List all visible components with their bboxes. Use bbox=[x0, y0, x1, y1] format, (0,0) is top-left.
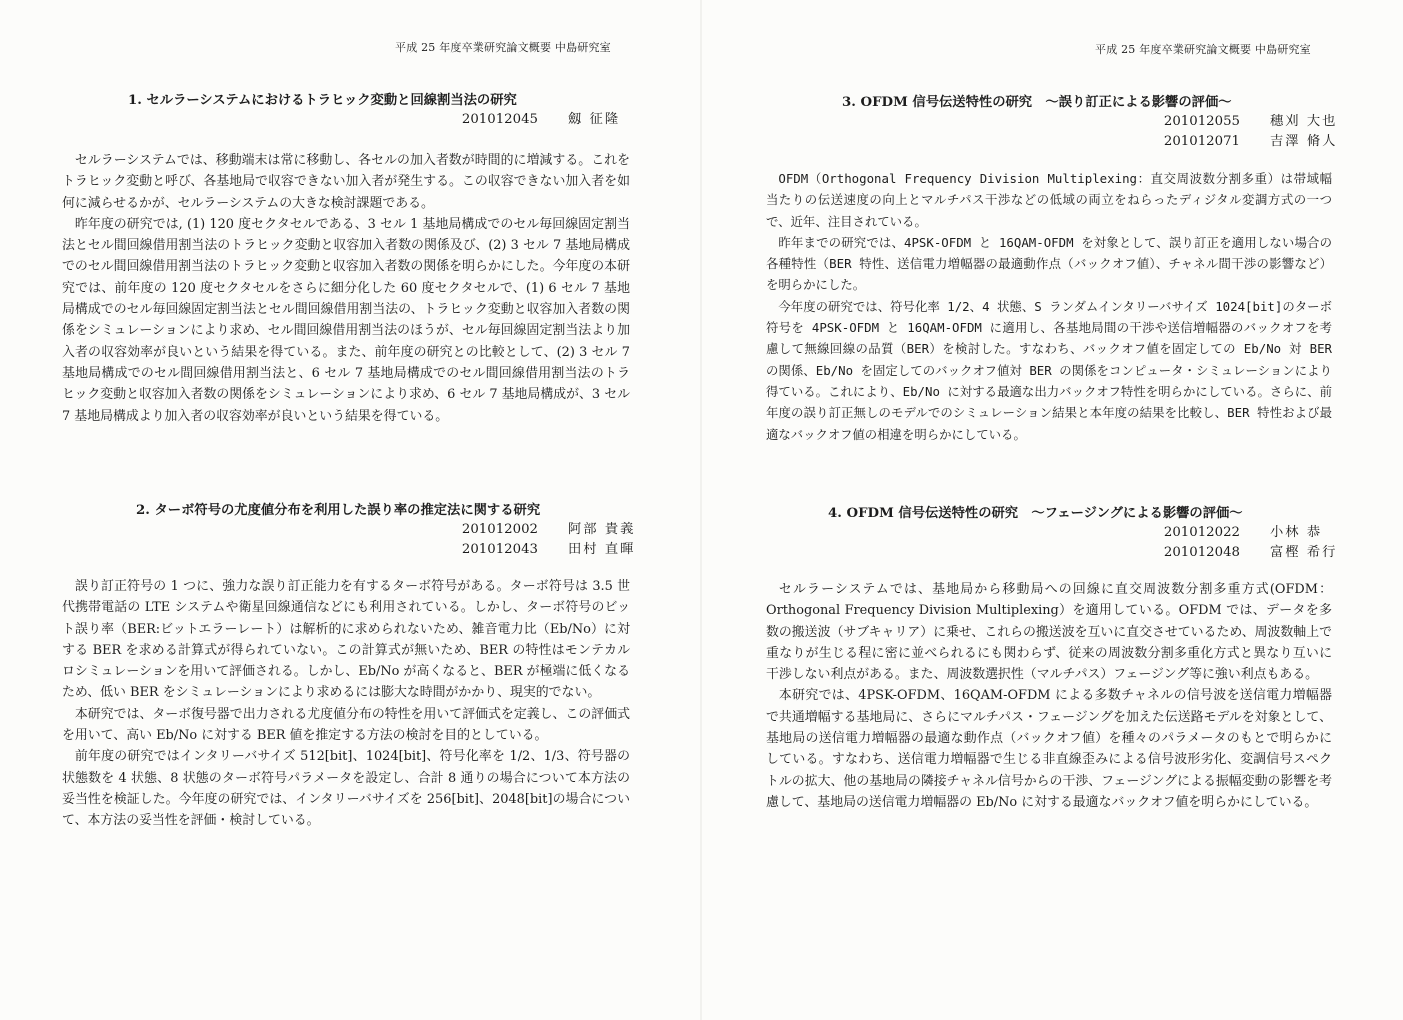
section-1 bbox=[62, 92, 630, 427]
student-id: 201012045 bbox=[461, 112, 538, 127]
paragraph: OFDM（Orthogonal Frequency Division Multiplexing：直交周波数分割多重）は帯域幅当たりの伝送速度の向上とマルチパス干渉などの低域の両立をねらったディジタル変調方式の一つで、近年、注目されている。 bbox=[766, 171, 1332, 229]
author-name: 田村 直暉 bbox=[568, 542, 636, 557]
student-id: 201012071 bbox=[1163, 134, 1240, 149]
paragraph: 本研究では、4PSK-OFDM、16QAM-OFDM による多数チャネルの信号波を送信電力増幅器で共通増幅する基地局に、さらにマルチパス・フェージングを加えた伝送路モデルを対象として、基地局の送信電力増幅器の最適な動作点（バックオフ値）を種々のパラメータのもとで明らかにしている。すなわち、送信電力増幅器で生じる非直線歪みによる信号波形劣化、変調信号スペクトルの拡大、他の基地局の隣接チャネル信号からの干渉、フェージングによる振幅変動の影響を考慮して、基地局の送信電力増幅器の Eb/No に対する最適なバックオフ値を明らかにしている。 bbox=[766, 688, 1332, 810]
author-name: 阿部 貴義 bbox=[568, 522, 636, 537]
section-body bbox=[766, 168, 1332, 445]
section-body bbox=[766, 579, 1332, 813]
author-name: 劔 征隆 bbox=[568, 112, 621, 127]
paragraph: セルラーシステムでは、移動端末は常に移動し、各セルの加入者数が時間的に増減する。これをトラヒック変動と呼び、各基地局で収容できない加入者が発生する。この収容できない加入者を如何に減らせるかが、セルラーシステムの大きな検討課題である。 bbox=[62, 153, 630, 211]
section-title: 4. OFDM 信号伝送特性の研究 ～フェージングによる影響の評価～ bbox=[828, 506, 1243, 521]
student-id: 201012022 bbox=[1163, 525, 1240, 540]
section-title: 2. ターボ符号の尤度値分布を利用した誤り率の推定法に関する研究 bbox=[136, 503, 541, 518]
section-body bbox=[62, 150, 630, 427]
paragraph: セルラーシステムでは、基地局から移動局への回線に直交周波数分割多重方式(OFDM：Orthogonal Frequency Division Multiplexing）を適用している。OFDM では、データを多数の搬送波（サブキャリア）に乗せ、これらの搬送波を互いに直交させているため、周波数軸上で重なりが生じる程に密に並べられるにも関わらず、従来の周波数分割多重化方式と異なり互いに干渉しない利点がある。また、周波数選択性（マルチパス）フェージング等に強い利点もある。 bbox=[766, 582, 1332, 683]
section-title: 3. OFDM 信号伝送特性の研究 ～誤り訂正による影響の評価～ bbox=[842, 95, 1232, 110]
author-line bbox=[766, 543, 1338, 563]
author-line bbox=[62, 540, 636, 560]
paragraph: 昨年までの研究では、4PSK-OFDM と 16QAM-OFDM を対象として、誤り訂正を適用しない場合の各種特性（BER 特性、送信電力増幅器の最適動作点（バックオフ値）、チャネル間干渉の影響など）を明らかにした。 bbox=[766, 234, 1332, 293]
author-line bbox=[766, 112, 1338, 132]
author-name: 吉澤 脩人 bbox=[1270, 134, 1338, 149]
right-page bbox=[702, 0, 1403, 1020]
page-header: 平成 25 年度卒業研究論文概要 中島研究室 bbox=[395, 41, 611, 54]
student-id: 201012048 bbox=[1163, 545, 1240, 560]
section-3 bbox=[766, 94, 1338, 445]
author-name: 小林 恭 bbox=[1270, 525, 1323, 540]
section-4 bbox=[766, 505, 1338, 813]
author-line bbox=[766, 132, 1338, 152]
page-header: 平成 25 年度卒業研究論文概要 中島研究室 bbox=[1095, 43, 1311, 56]
section-title: 1. セルラーシステムにおけるトラヒック変動と回線割当法の研究 bbox=[128, 93, 517, 108]
author-name: 穗刈 大也 bbox=[1270, 114, 1338, 129]
author-line bbox=[62, 520, 636, 540]
author-line bbox=[766, 523, 1332, 543]
student-id: 201012043 bbox=[461, 542, 538, 557]
section-2 bbox=[62, 502, 636, 832]
student-id: 201012002 bbox=[461, 522, 538, 537]
section-body bbox=[62, 576, 630, 832]
student-id: 201012055 bbox=[1163, 114, 1240, 129]
paragraph: 昨年度の研究では, (1) 120 度セクタセルである、3 セル 1 基地局構成でのセル毎回線固定割当法とセル間回線借用割当法のトラヒック変動と収容加入者数の関係及び、(2) 3 セル 7 基地局構成でのセル間回線借用割当法のトラヒック変動と収容加入者数の関係を明らかにした。今年度の本研究では、前年度の 120 度セクタセルをさらに細分化した 60 度セクタセルで、(1) 6 セル 7 基地局構成でのセル毎回線固定割当法とセル間回線借用割当法の、トラヒック変動と収容加入者数の関係をシミュレーションにより求め、セル間回線借用割当法のほうが、セル毎回線固定割当法より加入者の収容効率が良いという結果を得ている。また、前年度の研究との比較として、(2) 3 セル 7 基地局構成でのセル間回線借用割当法と、6 セル 7 基地局構成でのセル間回線借用割当法のトラヒック変動と収容加入者数の関係をシミュレーションにより求め、6 セル 7 基地局構成が、3 セル 7 基地局構成より加入者の収容効率が良いという結果を得ている。 bbox=[62, 216, 630, 424]
author-line bbox=[62, 110, 630, 130]
author-name: 富樫 希行 bbox=[1270, 545, 1338, 560]
paragraph: 誤り訂正符号の 1 つに、強力な誤り訂正能力を有するターボ符号がある。ターボ符号は 3.5 世代携帯電話の LTE システムや衛星回線通信などにも利用されている。しかし、ターボ符号のビット誤り率（BER:ビットエラーレート）は解析的に求められないため、雑音電力比（Eb/No）に対する BER を求める計算式が得られていない。この計算式が無いため、BER の特性はモンテカルロシミュレーションを用いて評価される。しかし、Eb/No が高くなると、BER が極端に低くなるため、低い BER をシミュレーションにより求めるには膨大な時間がかかり、現実的でない。 bbox=[62, 579, 630, 701]
paragraph: 今年度の研究では、符号化率 1/2、4 状態、S ランダムインタリーバサイズ 1024[bit]のターボ符号を 4PSK-OFDM と 16QAM-OFDM に適用し、各基地局間の干渉や送信増幅器のバックオフを考慮して無線回線の品質（BER）を検討した。すなわち、バックオフ値を固定しての Eb/No 対 BER の関係、Eb/No を固定してのバックオフ値対 BER の関係をコンピュータ・シミュレーションにより得ている。これにより、Eb/No に対する最適な出力バックオフ特性を明らかにしている。さらに、前年度の誤り訂正無しのモデルでのシミュレーション結果と本年度の結果を比較し、BER 特性および最適なバックオフ値の相違を明らかにしている。 bbox=[766, 298, 1332, 442]
paragraph: 本研究では、ターボ復号器で出力される尤度値分布の特性を用いて評価式を定義し、この評価式を用いて、高い Eb/No に対する BER 値を推定する方法の検討を目的としている。 bbox=[62, 706, 630, 744]
paragraph: 前年度の研究ではインタリーバサイズ 512[bit]、1024[bit]、符号化率を 1/2、1/3、符号器の状態数を 4 状態、8 状態のターボ符号パラメータを設定し、合計 8 通りの場合について本方法の妥当性を検証した。今年度の研究では、インタリーバサイズを 256[bit]、2048[bit]の場合について、本方法の妥当性を評価・検討している。 bbox=[62, 749, 630, 829]
left-page bbox=[0, 0, 700, 1020]
